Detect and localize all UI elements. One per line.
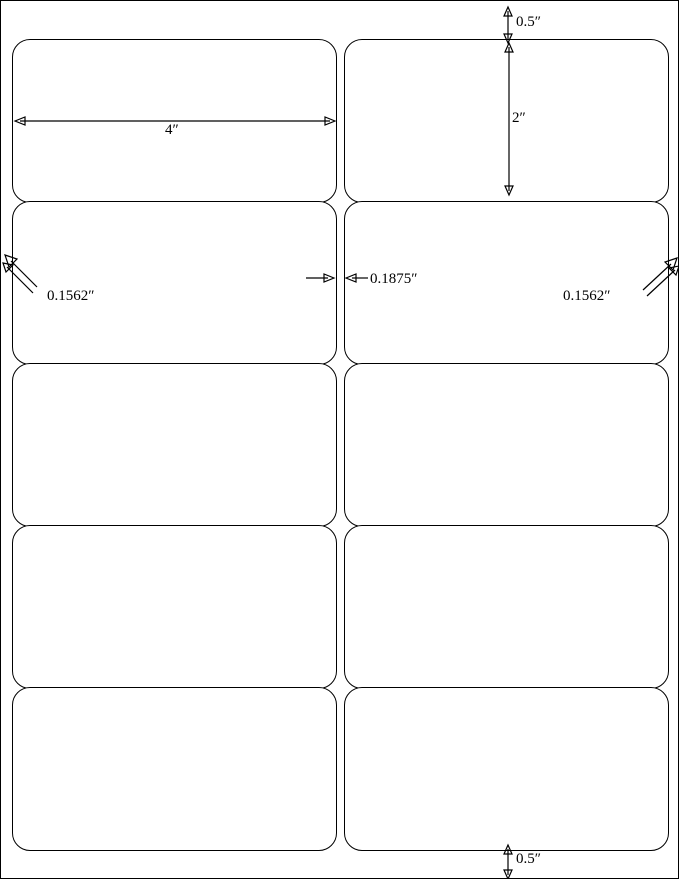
right-margin-arrow — [637, 256, 679, 298]
top-margin-label: 0.5″ — [516, 14, 541, 30]
label-r4c1 — [12, 525, 337, 689]
label-r3c2 — [344, 363, 669, 527]
label-r5c1 — [12, 687, 337, 851]
label-width-label: 4″ — [160, 123, 184, 138]
label-r3c1 — [12, 363, 337, 527]
top-margin-arrow — [498, 7, 518, 43]
bottom-margin-arrow — [498, 845, 518, 879]
label-r4c2 — [344, 525, 669, 689]
horizontal-gap-label: 0.1875″ — [370, 271, 418, 287]
left-margin-label: 0.1562″ — [47, 288, 95, 304]
label-r2c1 — [12, 201, 337, 365]
left-margin-arrow — [3, 253, 45, 295]
gap-arrow-right — [346, 272, 368, 284]
label-r5c2 — [344, 687, 669, 851]
bottom-margin-label: 0.5″ — [516, 851, 541, 867]
right-margin-label: 0.1562″ — [563, 288, 611, 304]
label-height-label: 2″ — [512, 110, 526, 126]
gap-arrow-left — [306, 272, 334, 284]
